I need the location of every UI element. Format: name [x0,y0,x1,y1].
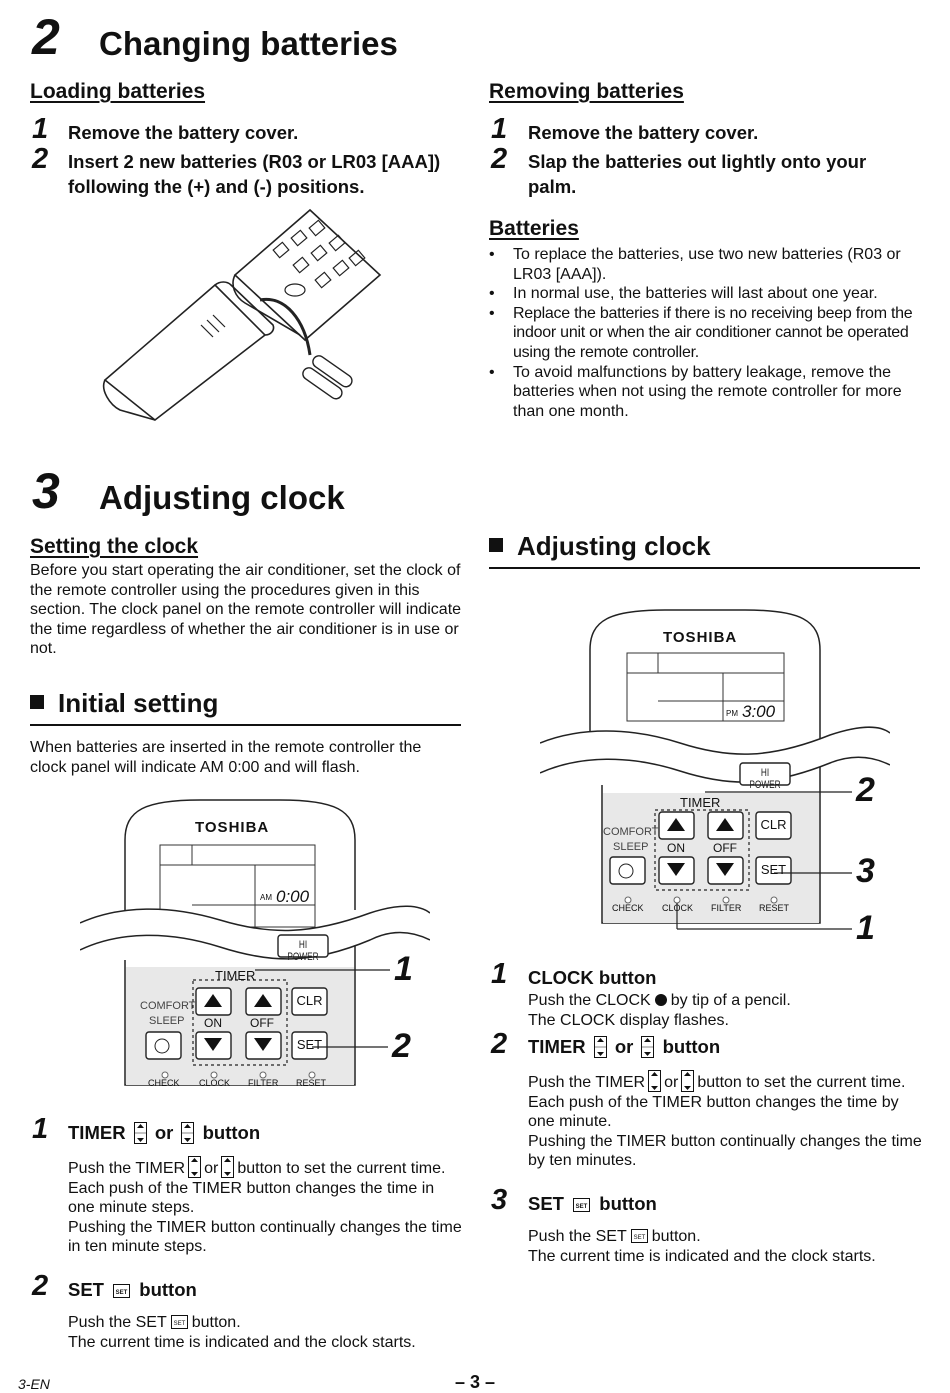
square-bullet-icon [30,695,44,709]
filter-label: FILTER [248,1078,279,1088]
comfort-label: COMFORT [140,1000,196,1012]
setting-clock-heading: Setting the clock [30,535,199,558]
comfort-label: COMFORT [603,826,659,838]
timer-on-icon [594,1036,607,1058]
initial-setting-text: When batteries are inserted in the remote controller the clock panel will indicate AM 0:00 and will flash. [30,739,422,776]
timer-on-icon [648,1070,661,1092]
timer-on-label: ON [204,1016,222,1030]
loading-step-2-text: Insert 2 new batteries (R03 or LR03 [AAA]) following the (+) and (-) positions. [68,151,441,197]
check-label: CHECK [148,1078,180,1088]
timer-on-icon [188,1156,201,1178]
svg-text:SET: SET [115,1290,128,1296]
batteries-bullet: • To avoid malfunctions by battery leakage, remove the batteries when not using the remote controller for more than one month. [489,363,921,422]
loading-step-2-number: 2 [32,143,49,175]
section-2-number: 2 [32,9,60,65]
initial-step-1-title-b: button [202,1122,261,1143]
batteries-heading: Batteries [489,217,579,240]
clock-button-dot-icon [655,994,667,1006]
adjusting-step-1-number: 1 [491,958,508,990]
adjusting-remote-illustration [540,605,890,945]
batteries-bullet: • To replace the batteries, use two new batteries (R03 or LR03 [AAA]). [489,245,921,284]
adjusting-step-2-body: Push the TIMER or button to set the current time. Each push of the TIMER button changes the time by one minute. Pushing the TIMER button continually changes the time by ten minutes. [528,1070,923,1171]
removing-step-2-text: Slap the batteries out lightly onto your palm. [528,151,867,197]
initial-step-1-number: 1 [32,1113,49,1145]
removing-step-1-text: Remove the battery cover. [528,122,759,143]
remote-ampm: PM [726,709,738,718]
svg-text:SET: SET [633,1235,646,1241]
timer-off-icon [681,1070,694,1092]
sleep-label: SLEEP [149,1015,185,1027]
removing-step-1-number: 1 [491,113,508,145]
svg-text:SET: SET [575,1204,588,1210]
initial-step-1-title-a: TIMER [68,1122,126,1143]
initial-step-2-number: 2 [32,1270,49,1302]
set-icon [113,1284,130,1298]
adjusting-step-3-title: SET SET button [528,1193,657,1214]
sleep-label: SLEEP [613,841,649,853]
batteries-bullet: • Replace the batteries if there is no receiving beep from the indoor unit or when the air conditioner cannot be operated using the remote controller. [489,304,921,363]
timer-label: TIMER [680,795,721,810]
callout-3: 3 [856,852,875,890]
initial-step-2-title: SET SET button [68,1279,197,1300]
initial-setting-heading [30,690,218,716]
adjusting-clock-rule [489,567,920,569]
clr-button[interactable]: CLR [296,993,323,1008]
section-3-number: 3 [32,463,60,519]
filter-label: FILTER [711,903,742,913]
callout-2: 2 [856,771,875,809]
adjusting-clock-heading-text: Adjusting clock [517,531,711,561]
callout-2: 2 [392,1027,411,1065]
reset-label: RESET [296,1078,327,1088]
timer-on-icon [134,1122,147,1144]
loading-step-1-text: Remove the battery cover. [68,122,299,143]
adjusting-step-1-body: Push the CLOCK by tip of a pencil. The CLOCK display flashes. [528,992,791,1029]
remote-ampm: AM [260,893,272,902]
setting-clock-text: Before you start operating the air conditioner, set the clock of the remote controller using the procedures given in this section. The clock panel on the remote controller will indicate the time regardless of whether the air conditioner is in use or not. [30,562,462,658]
batteries-bullet-list [489,245,921,421]
remote-brand-logo: TOSHIBA [195,819,270,836]
adjusting-step-3-body: Push the SET SET button. The current time is indicated and the clock starts. [528,1228,876,1265]
timer-off-icon [641,1036,654,1058]
clock-label: CLOCK [199,1078,231,1088]
clr-button[interactable]: CLR [760,817,787,832]
set-icon [171,1315,188,1329]
initial-remote-illustration [80,795,430,1100]
reset-label: RESET [759,903,790,913]
adjusting-step-2-number: 2 [491,1028,508,1060]
timer-off-label: OFF [713,841,737,855]
adjusting-step-1-title: CLOCK button [528,967,657,988]
loading-batteries-heading: Loading batteries [30,80,206,103]
clock-label: CLOCK [662,903,694,913]
set-icon [631,1229,648,1243]
svg-text:SET: SET [173,1321,186,1327]
timer-on-label: ON [667,841,685,855]
remote-time-display: 0:00 [276,887,310,906]
adjusting-step-3-number: 3 [491,1184,508,1216]
section-2-title: Changing batteries [99,25,398,62]
hi-power-button[interactable]: HI POWER [749,767,781,791]
hi-power-button[interactable]: HI POWER [287,939,319,963]
remote-brand-logo: TOSHIBA [663,629,738,646]
batteries-bullet: • In normal use, the batteries will last about one year. [489,284,921,304]
remote-time-display: 3:00 [742,702,776,721]
page-number: – 3 – [455,1372,496,1392]
callout-1: 1 [394,950,413,988]
timer-off-label: OFF [250,1016,274,1030]
initial-setting-heading-text: Initial setting [58,688,219,718]
loading-step-1-number: 1 [32,113,49,145]
initial-step-2-body: Push the SET SET button. The current time is indicated and the clock starts. [68,1314,416,1351]
set-icon [573,1198,590,1212]
callout-1: 1 [856,909,875,947]
set-button[interactable]: SET [296,1037,323,1052]
set-button[interactable]: SET [760,862,787,877]
initial-step-1-body: Push the TIMER or button to set the current time. Each push of the TIMER button changes the time in one minute steps. Pushing the TIMER button continually changes the time in ten minute steps. [68,1156,463,1257]
page-code: 3-EN [18,1376,50,1392]
timer-off-icon [181,1122,194,1144]
battery-loading-illustration [95,205,395,425]
adjusting-clock-heading [489,533,711,559]
section-3-title: Adjusting clock [99,479,345,516]
timer-off-icon [221,1156,234,1178]
initial-step-1-title-or: or [154,1122,174,1143]
initial-setting-rule [30,724,461,726]
timer-label: TIMER [215,968,256,983]
removing-step-2-number: 2 [491,143,508,175]
check-label: CHECK [612,903,644,913]
adjusting-step-2-title: TIMER or button [528,1036,721,1057]
initial-step-1-title [68,1120,260,1145]
removing-batteries-heading: Removing batteries [489,80,684,103]
square-bullet-icon [489,538,503,552]
